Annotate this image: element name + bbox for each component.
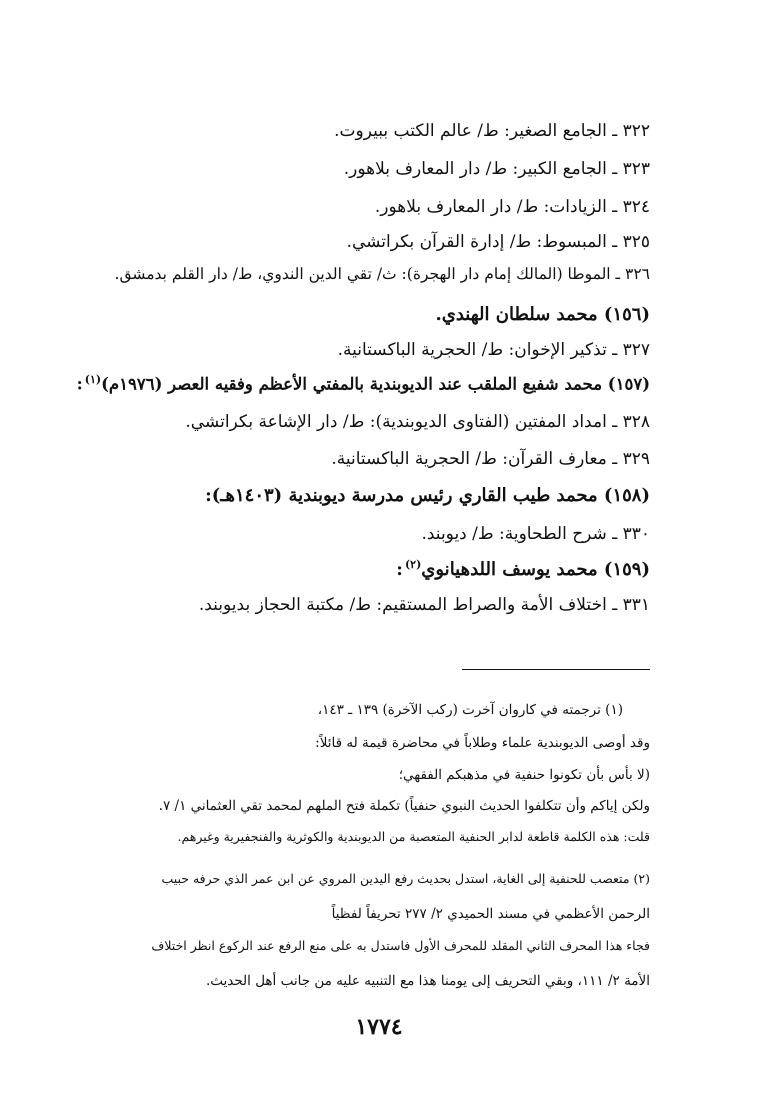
footnote-2-line-3: فجاء هذا المحرف الثاني المقلد للمحرف الأول فاستدل به على منع الرفع عند الركوع انظر اختلاف [151, 938, 650, 953]
heading-157 [77, 373, 650, 394]
footnote-2-line-1: (٢) متعصب للحنفية إلى الغاية، استدل بحديث رفع اليدين المروي عن ابن عمر الذي حرفه حبيب [161, 871, 650, 886]
heading-159-text: (١٥٩) محمد يوسف اللدهيانوي [421, 559, 650, 580]
footnote-1-line-5: قلت: هذه الكلمة قاطعة لدابر الحنفية المتعصبة من الديوبندية والكوثرية والفنجفيرية وغيرهم. [177, 829, 650, 844]
entry-327: ٣٢٧ ـ تذكير الإخوان: ط/ الحجرية الباكستانية. [337, 340, 650, 360]
footnote-2-line-2: الرحمن الأعظمي في مسند الحميدي ٢/ ٢٧٧ تحريفاً لفظياً [331, 906, 650, 922]
footnote-1-line-2: وقد أوصى الديوبندية علماء وطلاباً في محاضرة قيمة له قائلاً: [315, 735, 650, 751]
page-number: ١٧٧٤ [355, 1014, 403, 1040]
entry-324: ٣٢٤ ـ الزيادات: ط/ دار المعارف بلاهور. [374, 197, 650, 217]
footnote-1-line-3: (لا بأس بأن تكونوا حنفية في مذهبكم الفقهي؛ [398, 767, 650, 783]
heading-159-colon: : [396, 559, 403, 580]
entry-329: ٣٢٩ ـ معارف القرآن: ط/ الحجرية الباكستانية. [331, 449, 650, 469]
footnote-ref-1: (١) [84, 373, 102, 386]
entry-326: ٣٢٦ ـ الموطا (المالك إمام دار الهجرة): ث/ تقي الدين الندوي، ط/ دار القلم بدمشق. [114, 265, 650, 283]
footnote-separator [462, 669, 650, 670]
heading-156: (١٥٦) محمد سلطان الهندي. [435, 304, 650, 325]
heading-158: (١٥٨) محمد طيب القاري رئيس مدرسة ديوبندية (١٤٠٣هـ): [205, 485, 650, 506]
heading-157-text: (١٥٧) محمد شفيع الملقب عند الديوبندية بالمفتي الأعظم وفقيه العصر (١٩٧٦م) [101, 374, 650, 394]
footnote-1-line-4: ولكن إياكم وأن تتكلفوا الحديث النبوي حنفياً) تكملة فتح الملهم لمحمد تقي العثماني ١/ ٧. [158, 798, 650, 814]
entry-322: ٣٢٢ ـ الجامع الصغير: ط/ عالم الكتب ببيروت. [334, 121, 650, 141]
entry-331: ٣٣١ ـ اختلاف الأمة والصراط المستقيم: ط/ مكتبة الحجاز بديوبند. [198, 595, 650, 615]
heading-157-colon: : [76, 374, 83, 394]
footnote-2-line-4: الأمة ٢/ ١١١، وبقي التحريف إلى يومنا هذا مع التنبيه عليه من جانب أهل الحديث. [205, 973, 650, 989]
entry-328: ٣٢٨ ـ امداد المفتين (الفتاوى الديوبندية): ط/ دار الإشاعة بكراتشي. [185, 412, 650, 432]
heading-159 [396, 558, 650, 580]
entry-323: ٣٢٣ ـ الجامع الكبير: ط/ دار المعارف بلاهور. [343, 159, 650, 179]
entry-330: ٣٣٠ ـ شرح الطحاوية: ط/ ديوبند. [421, 524, 650, 544]
footnote-ref-2: (٢) [404, 558, 422, 571]
entry-325: ٣٢٥ ـ المبسوط: ط/ إدارة القرآن بكراتشي. [346, 232, 650, 252]
footnote-1-line-1: (١) ترجمته في كاروان آخرت (ركب الآخرة) ١٣٩ ـ ١٤٣، [317, 702, 623, 718]
